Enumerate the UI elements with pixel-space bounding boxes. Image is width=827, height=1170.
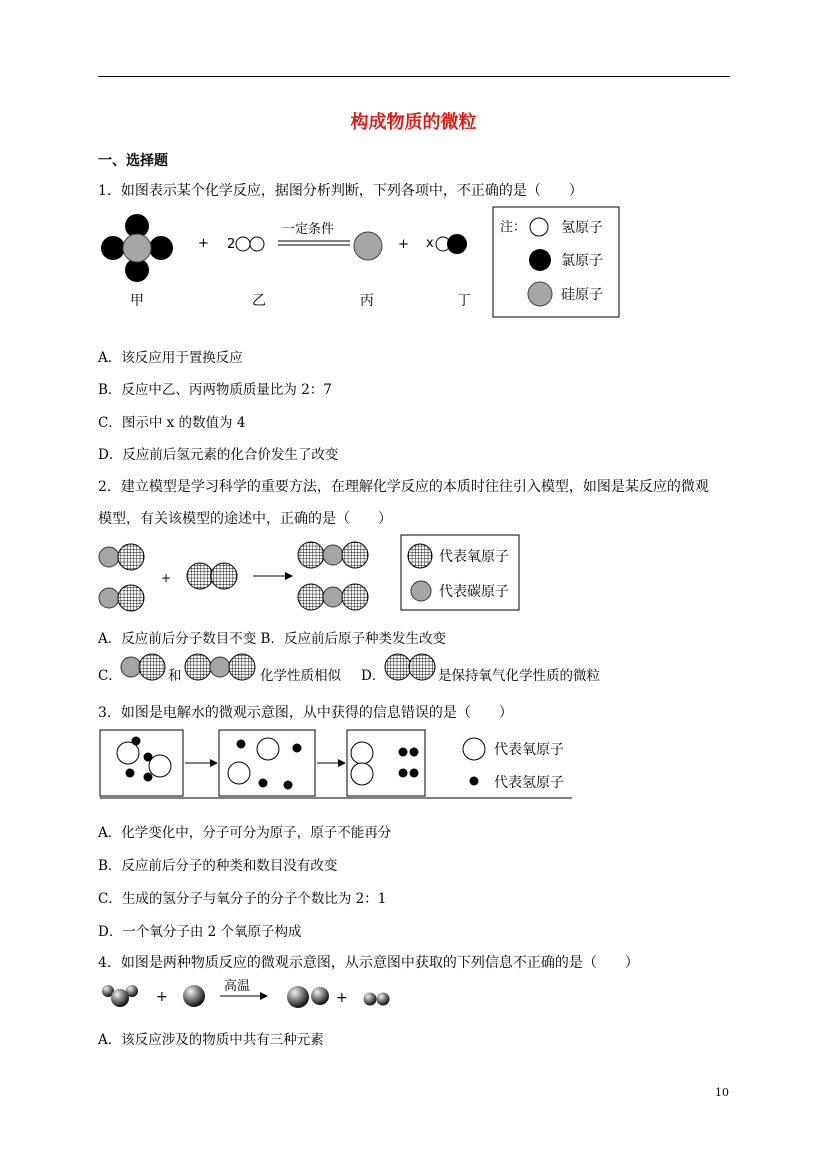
q1-plus-1: + bbox=[198, 236, 209, 251]
q1-coef-x: x bbox=[426, 236, 434, 251]
q4-plus-2: + bbox=[336, 990, 348, 1006]
q4-product-1 bbox=[287, 986, 329, 1008]
q1-legend-silicon: 硅原子 bbox=[561, 287, 603, 303]
q1-condition: 一定条件 bbox=[282, 222, 335, 237]
q3-electrolysis-diagram bbox=[98, 726, 578, 802]
q1-coef-2: 2 bbox=[227, 237, 236, 252]
q2-option-c-prefix: C． bbox=[98, 668, 122, 684]
q4-condition: 高温 bbox=[224, 979, 251, 994]
q4-reactant-2 bbox=[183, 985, 205, 1007]
q2-legend-carbon-atom bbox=[411, 581, 431, 601]
page-title: 构成物质的微粒 bbox=[350, 112, 477, 133]
q3-option-a: A．化学变化中，分子可分为原子，原子不能再分 bbox=[98, 825, 392, 841]
q2-reactant-o2 bbox=[187, 563, 237, 589]
q1-molecule-yi bbox=[236, 237, 264, 251]
q1-molecule-jia bbox=[101, 214, 173, 282]
q4-stem: 4．如图是两种物质反应的微观示意图，从示意图中获取的下列信息不正确的是（ ） bbox=[98, 955, 639, 971]
page-number: 10 bbox=[715, 1086, 729, 1099]
q1-label-ding: 丁 bbox=[457, 293, 471, 309]
q1-legend-chlorine-atom bbox=[529, 249, 551, 271]
q2-option-c-co-molecule bbox=[118, 652, 168, 682]
q2-stem-line2: 模型，有关该模型的途述中，正确的是（ ） bbox=[98, 511, 392, 527]
q1-label-jia: 甲 bbox=[130, 293, 144, 309]
q4-arrow-head bbox=[260, 992, 268, 1000]
q2-option-d-prefix: D． bbox=[361, 668, 386, 684]
q2-legend-carbon: 代表碳原子 bbox=[439, 584, 509, 600]
q2-plus: + bbox=[161, 571, 172, 585]
q1-legend-chlorine: 氯原子 bbox=[561, 253, 603, 269]
q2-legend-oxygen-atom bbox=[408, 544, 432, 568]
q4-reactant-1 bbox=[102, 985, 138, 1007]
q3-option-b: B．反应前后分子的种类和数目没有改变 bbox=[98, 858, 338, 874]
q1-legend-title: 注： bbox=[500, 220, 527, 235]
q3-arrow-1-head bbox=[210, 759, 218, 767]
q3-legend-oxygen-atom bbox=[463, 738, 485, 760]
q2-option-ab: A．反应前后分子数目不变 B．反应前后原子种类发生改变 bbox=[98, 631, 446, 647]
q1-option-d: D．反应前后氢元素的化合价发生了改变 bbox=[98, 447, 339, 463]
q3-arrow-2-head bbox=[338, 759, 346, 767]
q3-hydrogen-molecules bbox=[399, 748, 419, 778]
q4-plus-1: + bbox=[156, 989, 168, 1005]
q2-product-co2-2 bbox=[298, 584, 368, 610]
q3-separated-atoms bbox=[228, 738, 302, 790]
q1-legend-hydrogen: 氢原子 bbox=[561, 220, 603, 236]
q3-stem: 3．如图是电解水的微观示意图，从中获得的信息错误的是（ ） bbox=[98, 705, 513, 721]
q2-option-d-suffix: 是保持氧气化学性质的微粒 bbox=[438, 668, 600, 684]
q2-stem-line1: 2．建立模型是学习科学的重要方法，在理解化学反应的本质时往往引入模型，如图是某反应的微观 bbox=[98, 479, 709, 495]
q2-arrow-head bbox=[285, 572, 293, 580]
q1-legend-silicon-atom bbox=[528, 282, 552, 306]
q2-option-c-and: 和 bbox=[168, 668, 182, 684]
q4-option-a: A．该反应涉及的物质中共有三种元素 bbox=[98, 1032, 324, 1048]
q2-option-c-co2-molecule bbox=[184, 652, 260, 682]
q1-plus-2: + bbox=[398, 237, 409, 252]
q2-product-co2-1 bbox=[298, 542, 368, 568]
q1-reaction-diagram bbox=[95, 205, 625, 325]
section-heading: 一、选择题 bbox=[98, 153, 168, 169]
q2-reactant-co-2 bbox=[99, 585, 144, 611]
q1-stem: 1．如图表示某个化学反应，据图分析判断，下列各项中，不正确的是（ ） bbox=[98, 183, 583, 199]
q3-legend-hydrogen: 代表氢原子 bbox=[494, 775, 564, 791]
q2-reaction-diagram bbox=[95, 533, 525, 615]
q3-option-c: C．生成的氢分子与氧分子的分子个数比为 2：1 bbox=[98, 891, 387, 907]
q4-reaction-diagram bbox=[98, 976, 398, 1014]
q1-label-yi: 乙 bbox=[252, 293, 266, 309]
q2-legend-oxygen: 代表氧原子 bbox=[439, 549, 509, 565]
q2-reactant-co-1 bbox=[99, 544, 144, 570]
q1-molecule-ding bbox=[436, 234, 467, 254]
q1-option-c: C．图示中 x 的数值为 4 bbox=[98, 415, 246, 431]
q4-product-2 bbox=[364, 993, 390, 1006]
q3-option-d: D．一个氧分子由 2 个氧原子构成 bbox=[98, 924, 302, 940]
q1-label-bing: 丙 bbox=[360, 293, 374, 309]
q1-legend-hydrogen-atom bbox=[530, 218, 548, 236]
q3-legend-oxygen: 代表氧原子 bbox=[494, 742, 564, 758]
q1-molecule-bing bbox=[354, 232, 382, 260]
q3-water-molecules bbox=[117, 737, 171, 782]
q3-legend-hydrogen-atom bbox=[470, 777, 479, 786]
header-rule bbox=[98, 76, 730, 77]
q1-option-b: B．反应中乙、丙两物质质量比为 2：7 bbox=[98, 382, 332, 398]
q2-option-c-suffix: 化学性质相似 bbox=[260, 668, 341, 684]
q1-option-a: A．该反应用于置换反应 bbox=[98, 350, 243, 366]
q2-option-d-o2-molecule bbox=[384, 652, 438, 682]
q3-oxygen-molecule bbox=[351, 742, 373, 785]
